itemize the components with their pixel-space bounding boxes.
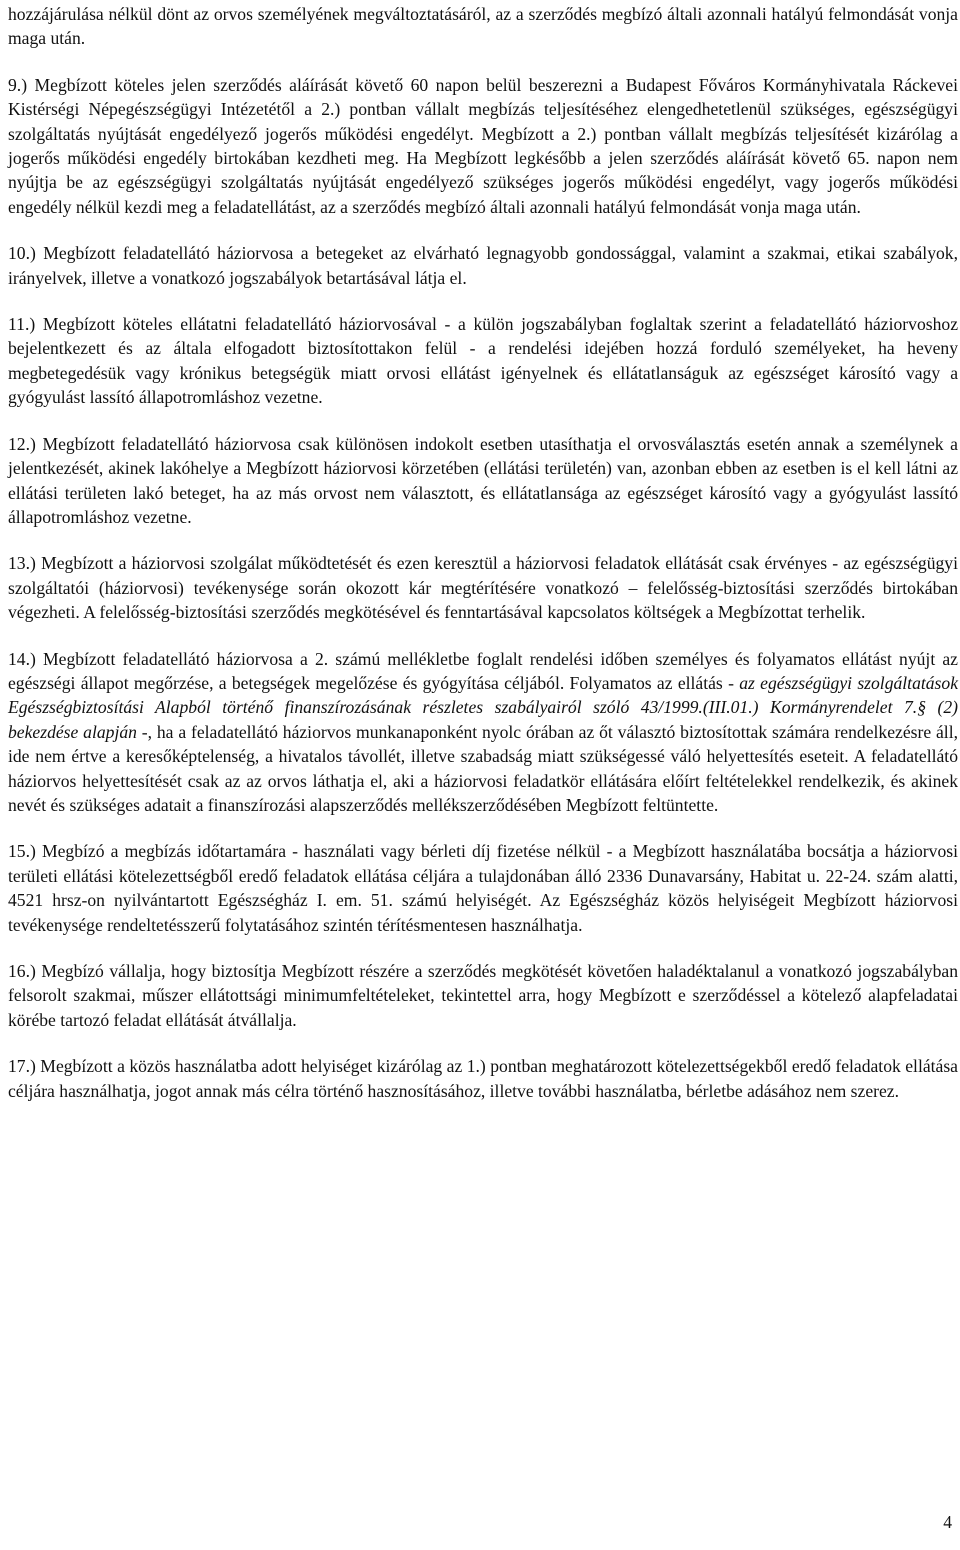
paragraph-14: [8, 647, 958, 818]
page-number: 4: [943, 1512, 952, 1532]
paragraph-12: 12.) Megbízott feladatellátó háziorvosa csak különösen indokolt esetben utasíthatja el orvosválasztás esetén annak a személynek a jelentkezését, akinek lakóhelye a Megbízott háziorvosi körzetében (ellátási területén) van, azonban ebben az esetben is el kell látni az ellátási területen lakó beteget, ha az más orvost nem választott, és ellátatlansága az egészséget károsító vagy a gyógyulást lassító állapotromláshoz vezetne.: [8, 433, 958, 527]
paragraph-13: 13.) Megbízott a háziorvosi szolgálat működtetését és ezen keresztül a háziorvosi feladatok ellátását csak érvényes - az egészségügyi szolgáltatói (háziorvosi) tevékenysége során okozott kár megtérítésére vonatkozó – felelősség-biztosítási szerződés birtokában végezheti. A felelősség-biztosítási szerződés megkötésével és fenntartásával kapcsolatos költségek a Megbízottat terhelik.: [8, 553, 958, 623]
document-page: [8, 0, 958, 1103]
paragraph-17: 17.) Megbízott a közös használatba adott helyiséget kizárólag az 1.) pontban meghatározott kötelezettségekből eredő feladatok ellátása céljára használhatja, jogot annak más célra történő hasznosításához, illetve további használatba, bérletbe adásához nem szerez.: [8, 1056, 958, 1101]
paragraph-intro: hozzájárulása nélkül dönt az orvos személyének megváltoztatásáról, az a szerződés megbízó általi azonnali hatályú felmondását vonja maga után.: [8, 4, 958, 49]
paragraph-9: 9.) Megbízott köteles jelen szerződés aláírását követő 60 napon belül beszerezni a Budapest Főváros Kormányhivatala Ráckevei Kistérségi Népegészségügyi Intézetétől a 2.) pontban vállalt megbízás teljesítéséhez elengedhetetlenül szükséges, egészségügyi szolgáltatás nyújtását engedélyező jogerős működési engedélyt. Megbízott a 2.) pontban vállalt megbízás teljesítését kizárólag a jogerős működési engedély birtokában kezdheti meg. Ha Megbízott legkésőbb a jelen szerződés aláírását követő 65. napon nem nyújtja be az egészségügyi szolgáltatás nyújtását engedélyező szükséges jogerős működési engedélyt, vagy jogerős működési engedély nélkül kezdi meg a feladatellátást, az a szerződés megbízó általi azonnali hatályú felmondását vonja maga után.: [8, 74, 958, 217]
paragraph-16: 16.) Megbízó vállalja, hogy biztosítja Megbízott részére a szerződés megkötését követően haladéktalanul a vonatkozó jogszabályban felsorolt szakmai, műszer ellátottsági minimumfeltételeket, tekintettel arra, hogy Megbízott e szerződéssel a kötelező alapfeladatai körébe tartozó feladat ellátását átvállalja.: [8, 961, 958, 1030]
paragraph-10: 10.) Megbízott feladatellátó háziorvosa a betegeket az elvárható legnagyobb gondossággal, valamint a szakmai, etikai szabályok, irányelvek, illetve a vonatkozó jogszabályok betartásával látja el.: [8, 243, 958, 288]
paragraph-15: 15.) Megbízó a megbízás időtartamára - használati vagy bérleti díj fizetése nélkül - a Megbízott használatába bocsátja a háziorvosi területi ellátási kötelezettségből eredő feladatok ellátása céljára a tulajdonában álló 2336 Dunavarsány, Habitat u. 22-24. szám alatti, 4521 hrsz-on nyilvántartott Egészségház I. em. 51. számú helyiségét. Az Egészségház közös helyiségeit Megbízott háziorvosi tevékenysége rendeltetésszerű folytatásához szintén térítésmentesen használhatja.: [8, 841, 958, 935]
paragraph-11: 11.) Megbízott köteles ellátatni feladatellátó háziorvosával - a külön jogszabályban foglaltak szerint a feladatellátó háziorvoshoz bejelentkezett és az általa elfogadott biztosítottakon felül - a rendelési idejében hozzá forduló személyeket, ha heveny megbetegedésük vagy krónikus betegségük miatt orvosi ellátást igényelnek és ellátatlanságuk az egészséget károsító vagy a gyógyulást lassító állapotromláshoz vezetne.: [8, 314, 958, 408]
paragraph-14-part-b: -, ha a feladatellátó háziorvos munkanaponként nyolc órában az őt választó biztosítottak számára rendelkezésre áll, ide nem értve a keresőképtelenség, a hivatalos távollét, illetve szabadság miatt szükségessé váló helyettesítés eseteit. A feladatellátó háziorvos helyettesítését csak az az orvos láthatja el, aki a háziorvosi feladatkör ellátására előírt feltételekkel rendelkezik, és akinek nevét és szükséges adatait a finanszírozási alapszerződés mellékszerződésében Megbízott feltüntette.: [8, 721, 958, 815]
paragraph-14-legal-reference: az egészségügyi szolgáltatások Egészségbiztosítási Alapból történő finanszírozásának részletes szabályairól szóló 43/1999.(III.01.) Kormányrendelet 7.§ (2) bekezdése alapján: [8, 672, 958, 742]
paragraph-14-part-a: 14.) Megbízott feladatellátó háziorvosa a 2. számú mellékletbe foglalt rendelési időben személyes és folyamatos ellátást nyújt az egészségi állapot megőrzése, a betegségek megelőzése és gyógyítása céljából. Folyamatos az ellátás -: [8, 648, 958, 693]
